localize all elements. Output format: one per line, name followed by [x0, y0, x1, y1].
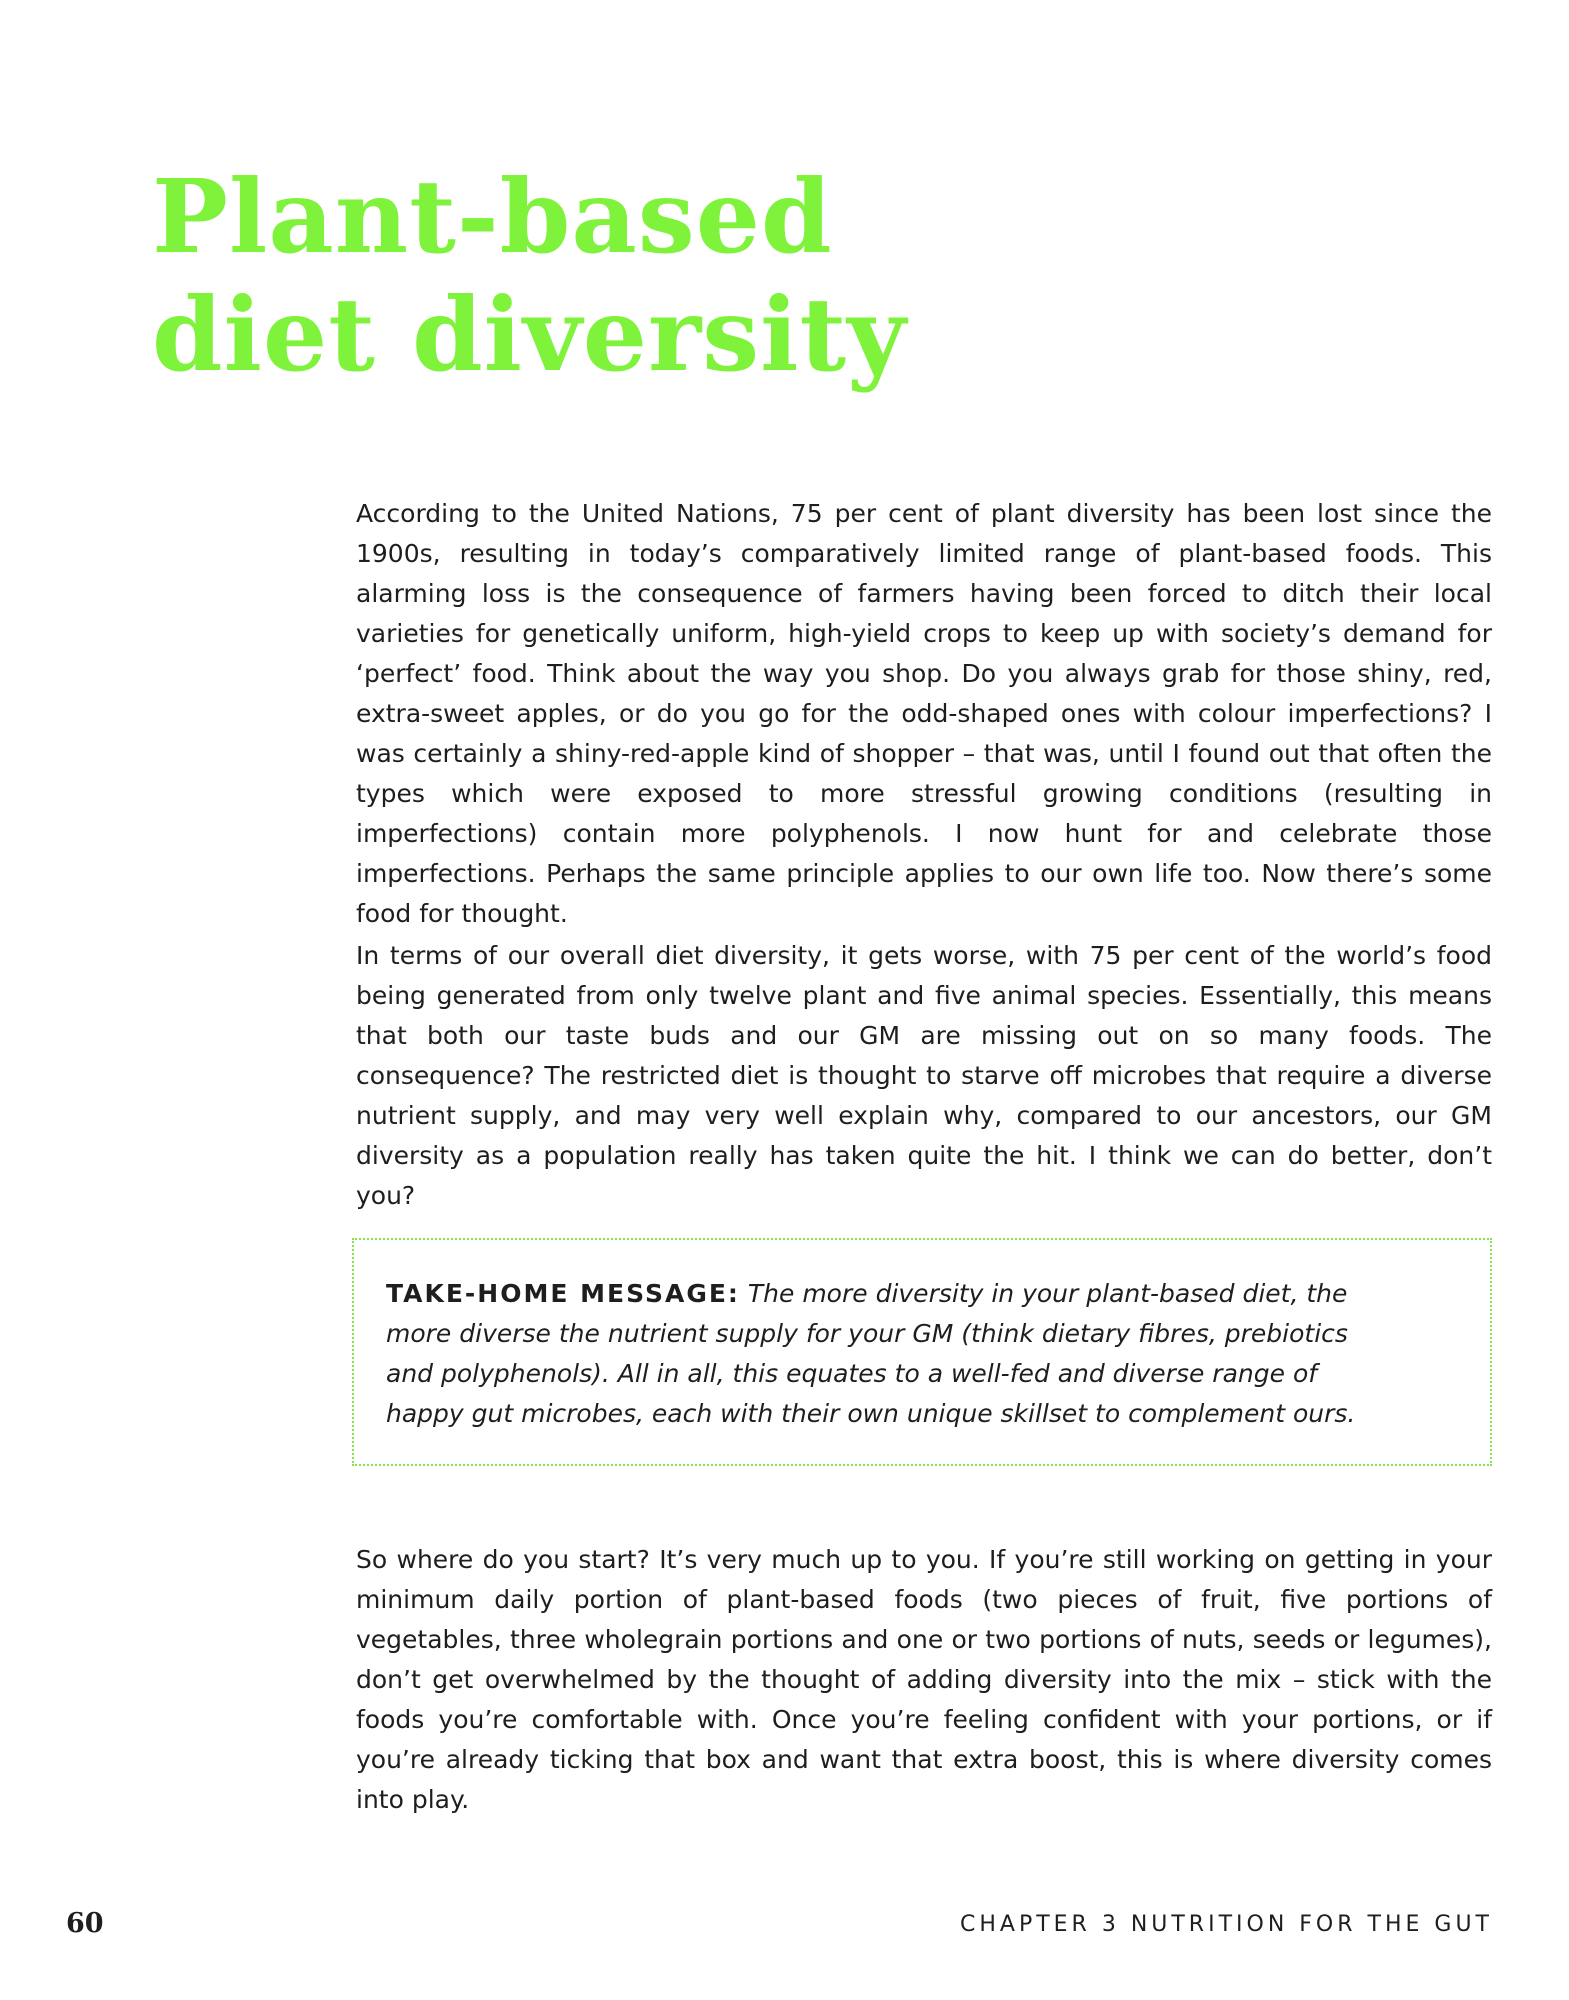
page-title — [152, 158, 907, 394]
take-home-message — [386, 1274, 1398, 1434]
page-title-line-2: diet diversity — [152, 275, 907, 394]
body-paragraph-2: In terms of our overall diet diversity, it gets worse, with 75 per cent of the world’s food being generated from only twelve plant and five animal species. Essentially, this means that both our taste buds and our GM are missing out on so many foods. The consequence? The restricted diet is thought to starve off microbes that require a diverse nutrient supply, and may very well explain why, compared to our ancestors, our GM diversity as a population really has taken quite the hit. I think we can do better, don’t you? — [356, 941, 1492, 1210]
take-home-message-text: The more diversity in your plant-based diet, the more diverse the nutrient supply for your GM (think dietary fibres, prebiotics and polyphenols). All in all, this equates to a well-fed and diverse range of happy gut microbes, each with their own unique skillset to complement ours. — [386, 1279, 1356, 1428]
page-number: 60 — [66, 1908, 104, 1939]
body-paragraph-3: So where do you start? It’s very much up to you. If you’re still working on getting in your minimum daily portion of plant-based foods (two pieces of fruit, five portions of vegetables, three wholegrain portions and one or two portions of nuts, seeds or legumes), don’t get overwhelmed by the thought of adding diversity into the mix – stick with the foods you’re comfortable with. Once you’re feeling confident with your portions, or if you’re already ticking that box and want that extra boost, this is where diversity comes into play. — [356, 1545, 1492, 1814]
body-paragraph-1: According to the United Nations, 75 per cent of plant diversity has been lost since the 1900s, resulting in today’s comparatively limited range of plant-based foods. This alarming loss is the consequence of farmers having been forced to ditch their local varieties for genetically uniform, high-yield crops to keep up with society’s demand for ‘perfect’ food. Think about the way you shop. Do you always grab for those shiny, red, extra-sweet apples, or do you go for the odd-shaped ones with colour imperfections? I was certainly a shiny-red-apple kind of shopper – that was, until I found out that often the types which were exposed to more stressful growing conditions (resulting in imperfections) contain more polyphenols. I now hunt for and celebrate those imperfections. Perhaps the same principle applies to our own life too. Now there’s some food for thought. — [356, 499, 1492, 928]
take-home-message-label: TAKE-HOME MESSAGE: — [386, 1279, 740, 1308]
page-title-line-1: Plant-based — [152, 157, 833, 276]
running-footer-chapter-title: CHAPTER 3 NUTRITION FOR THE GUT — [959, 1912, 1493, 1937]
take-home-message-box — [352, 1238, 1492, 1466]
